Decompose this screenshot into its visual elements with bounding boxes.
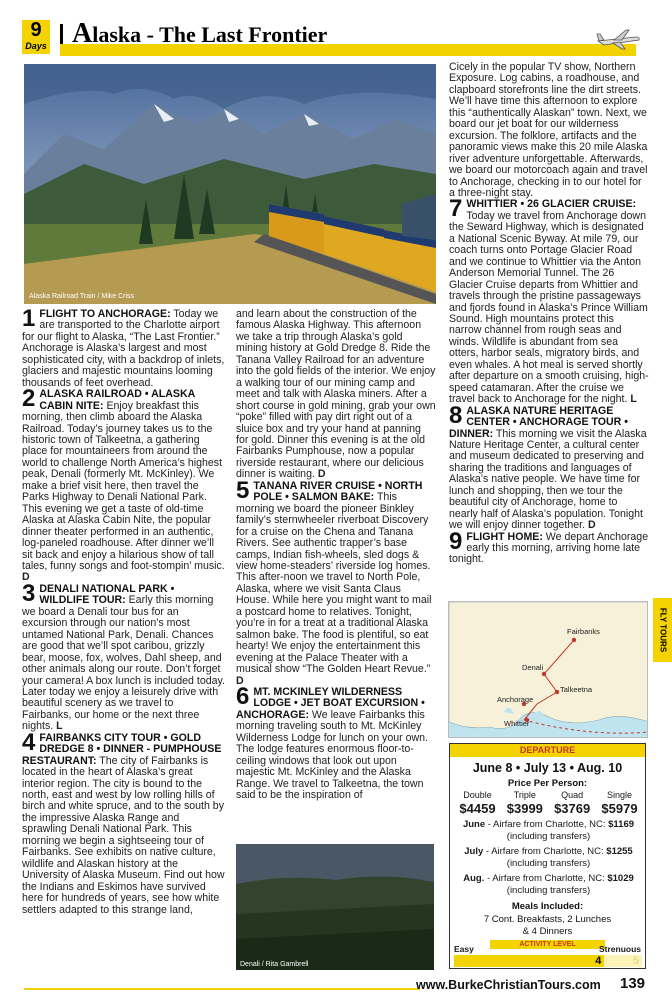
itinerary-column-2 xyxy=(236,309,436,801)
page-number: 139 xyxy=(620,975,646,992)
day-heading: MT. MCKINLEY WILDERNESS LODGE • JET BOAT EXCURSION • ANCHORAGE: xyxy=(236,685,425,721)
day-heading: DENALI NATIONAL PARK • WILDLIFE TOUR: xyxy=(39,582,175,607)
occupancy-double: Double xyxy=(463,790,492,800)
meal-code: D xyxy=(587,519,596,532)
price-double: $4459 xyxy=(459,801,496,816)
map-label-talkeetna: Talkeetna xyxy=(560,685,593,694)
occupancy-single: Single xyxy=(606,790,632,800)
day-heading: WHITTIER • 26 GLACIER CRUISE: xyxy=(466,198,637,211)
day-heading: FLIGHT TO ANCHORAGE: xyxy=(39,308,171,320)
day-text: This morning we board the pioneer Binkley family’s sternwheeler riverboat Discovery for a cruise on the Chena and Tanana Rivers. See authentic trapper’s base camps, Indian fish-wheels, sled dogs & view home-steaders’ riverside log homes. This after-noon we travel to North Pole, Alaska, where we visit Santa Claus House. While here you might want to mail a postcard home to relatives. Tonight, you’re in for a treat at a traditional Alaska salmon bake. The food is plentiful, so eat hearty! We enjoy the entertainment this evening at the Palace Theater with a musical show “The Golden Heart Revue.” xyxy=(236,491,432,676)
price-quad: $3769 xyxy=(554,801,591,816)
day-text: and learn about the construction of the famous Alaska Highway. This afternoon we take a trip through Alaska’s gold mining history at Gold Dredge 8. Ride the Tanana Valley Railroad for an adventure into the gold fields of the interior. We enjoy a walking tour of our mining camp and meet and talk with Alaska miners. After a short course in gold mining, grab your own “poke” filled with pay dirt right out of a sluice box and try your hand at panning for gold. Dinner this evening is at the old Fairbanks Pumphouse, now a popular riverside restaurant, where our delicious dinner is waiting. xyxy=(236,308,436,481)
footer-website: www.BurkeChristianTours.com xyxy=(416,978,601,992)
day-text: The city of Fairbanks is located in the heart of Alaska’s great interior region. The city is bound to the north, east and west by low rolling hills of birch and white spruce, and to the south by the impressive Alaska Range and sprawling Denali National Park. This morning we begin a sightseeing tour of Fairbanks. See exhibits on native culture, wildlife and Alaskan history at the University of Alaska Museum. Find out how the Indians and Eskimos have survived here for hundreds of years, see how white settlers adapted to this strange land, xyxy=(22,754,225,916)
day-number: 5 xyxy=(236,476,250,504)
day-text: We leave Fairbanks this morning traveling south to Mt. McKinley Wilderness Lodge for lunch on your own. The lodge features enormous floor-to-ceiling windows that look out upon majestic Mt. McKinley and the Alaska Range. We travel to Talkeetna, the town said to be the inspiration of xyxy=(236,708,428,802)
side-tab-label: FLY TOURS xyxy=(658,607,667,653)
day-number: 1 xyxy=(22,305,36,332)
activity-easy-label: Easy xyxy=(454,944,474,954)
days-label: Days xyxy=(25,41,47,51)
activity-level-4: 4 xyxy=(567,955,605,967)
days-number: 9 xyxy=(30,19,42,41)
alaska-railroad-photo xyxy=(24,64,436,304)
day-8 xyxy=(449,401,649,532)
page-title-initial: A xyxy=(72,18,93,49)
price-per-person-label: Price Per Person: xyxy=(507,778,588,789)
day-heading: ALASKA NATURE HERITAGE CENTER • ANCHORAGE TOUR • DINNER: xyxy=(449,404,628,440)
activity-level-3: 3 xyxy=(529,955,567,967)
occupancy-quad: Quad xyxy=(561,790,584,800)
map-label-anchorage: Anchorage xyxy=(497,695,534,704)
section-side-tab xyxy=(653,598,672,662)
meal-code: D xyxy=(317,468,326,481)
airfare-june: June - Airfare from Charlotte, NC: $1169 (including transfers) xyxy=(462,819,635,842)
day-3 xyxy=(22,579,225,733)
day-text: Early this morning we board a Denali tour bus for an excursion through our nation’s most untamed National Park, Denali. Chances are good that we’ll spot caribou, grizzly bear, moose, fox, wolves, Dahl sheep, and other animals along our route. Don’t forget your camera! A box lunch is included today. Later today we enjoy a leisurely drive with beautiful scenery as we travel to Fairbanks, our home or the next three nights. xyxy=(22,594,225,733)
meal-code: D xyxy=(236,674,244,687)
activity-level-5: 5 xyxy=(604,955,642,967)
price-row xyxy=(454,801,643,816)
day-number: 8 xyxy=(449,401,463,429)
denali-photo xyxy=(236,844,434,970)
day-number: 9 xyxy=(449,527,463,555)
price-single: $5979 xyxy=(601,801,638,816)
day-text: This morning we visit the Alaska Nature Heritage Center, a cultural center and museum dedicated to preserving and sharing the traditions and languages of Alaska’s native people. We have time for lunch and shopping, then we tour the beautiful city of Anchorage, home to nearly half of Alaska’s population. Tonight we will enjoy dinner together. xyxy=(449,427,647,532)
day-4 xyxy=(22,728,225,916)
departure-dates: June 8 • July 13 • Aug. 10 xyxy=(472,761,623,775)
day-number: 2 xyxy=(22,385,36,413)
activity-level-1: 1 xyxy=(454,955,492,967)
railroad-scene xyxy=(24,64,436,304)
day-7 xyxy=(449,195,649,406)
day-6-continued xyxy=(449,62,649,199)
meal-code: L xyxy=(630,393,637,406)
day-heading: FAIRBANKS CITY TOUR • GOLD DREDGE 8 • DINNER - PUMPHOUSE RESTAURANT: xyxy=(22,731,222,767)
occupancy-triple: Triple xyxy=(513,790,536,800)
activity-level-2: 2 xyxy=(492,955,530,967)
day-6 xyxy=(236,682,436,802)
map-label-fairbanks: Fairbanks xyxy=(567,627,600,636)
activity-level-header: ACTIVITY LEVEL xyxy=(490,940,605,949)
airfare-august: Aug. - Airfare from Charlotte, NC: $1029 (including transfers) xyxy=(463,873,634,896)
day-number: 3 xyxy=(22,579,36,607)
footer-rule xyxy=(24,988,420,990)
meals-line-2: & 4 Dinners xyxy=(522,926,573,937)
day-heading: ALASKA RAILROAD • ALASKA CABIN NITE: xyxy=(39,388,195,412)
day-text: Cicely in the popular TV show, Northern Exposure. Log cabins, a roadhouse, and clapboard storefronts line the dirt streets. We’ll have time this afternoon to explore this “authentically Alaskan” town. Next, we board our jet boat for our wilderness excursion. The folklore, artifacts and the panoramic views make this 20 mile Alaska river adventure unforgettable. Afterwards, we board our motorcoach again and travel to Anchorage, checking in to our hotel for a three-night stay. xyxy=(449,61,648,199)
main-photo-caption: Alaska Railroad Train / Mike Criss xyxy=(29,293,135,300)
page-title-rest: laska - The Last Frontier xyxy=(92,22,328,47)
departure-info-box xyxy=(449,743,646,969)
airplane-icon xyxy=(596,26,640,52)
day-text: We depart Anchorage early this morning, arriving home late tonight. xyxy=(449,530,649,566)
page-title xyxy=(72,18,327,50)
meals-heading: Meals Included: xyxy=(511,901,584,912)
route-map xyxy=(448,601,648,738)
itinerary-column-1 xyxy=(22,305,225,916)
day-number: 6 xyxy=(236,682,250,710)
denali-scene xyxy=(236,844,434,970)
day-2 xyxy=(22,385,225,584)
day-9 xyxy=(449,527,649,566)
departure-header: DEPARTURE xyxy=(450,744,645,757)
day-1 xyxy=(22,305,225,389)
days-badge xyxy=(22,20,50,54)
price-triple: $3999 xyxy=(506,801,543,816)
airfare-july: July - Airfare from Charlotte, NC: $1255 (including transfers) xyxy=(464,846,633,869)
day-text: Today we travel from Anchorage down the Seward Highway, which is designated a National Scenic Byway. At mile 79, our coach turns onto Portage Glacier Road and we continue to Whittier via the Anton Anderson Memorial Tunnel. The 26 Glacier Cruise departs from Whittier and travels through the pristine passageways and fjords found in Alaska’s Prince William Sound. High mountains protect this narrow channel from rough seas and winds. Wildlife is abundant from sea otters, harbor seals, migratory birds, and even whales. A hot meal is served shortly after departure on a smooth cruising, high-speed catamaran. After the cruise we travel back to Anchorage for the night. xyxy=(449,209,649,406)
day-text: Today we are transported to the Charlotte airport for our flight to Alaska, “The Last Frontier.” Anchorage is Alaska’s largest and most sophisticated city, with a backdrop of inlets, glaciers and majestic mountains looming thousands of feet overhead. xyxy=(22,308,225,389)
small-photo-caption: Denali / Rita Gambrell xyxy=(240,961,309,968)
meal-code: L xyxy=(56,720,63,733)
activity-level-scale xyxy=(454,955,642,967)
day-4-continued xyxy=(236,309,436,481)
meal-code: D xyxy=(22,571,30,584)
activity-strenuous-label: Strenuous xyxy=(598,944,641,954)
itinerary-column-3 xyxy=(449,62,649,566)
meals-line-1: 7 Cont. Breakfasts, 2 Lunches xyxy=(483,914,612,925)
day-5 xyxy=(236,476,436,687)
day-heading: FLIGHT HOME: xyxy=(466,530,543,543)
map-label-denali: Denali xyxy=(522,663,544,672)
occupancy-row xyxy=(454,790,643,800)
day-number: 7 xyxy=(449,195,463,223)
day-number: 4 xyxy=(22,728,36,756)
alaska-map xyxy=(449,602,648,738)
day-heading: TANANA RIVER CRUISE • NORTH POLE • SALMON BAKE: xyxy=(253,479,423,504)
day-text: Enjoy breakfast this morning, then climb aboard the Alaska Railroad. Today’s journey takes us to the historic town of Talkeetna, a gathering place for mountaineers from around the world to challenge North America’s highest peak, Denali (formerly Mt. McKinley). We make a brief visit here, then travel the Parks Highway to Denali National Park. This evening we get a taste of old-time Alaska at Alaska Cabin Nite, the popular dinner theater performed in an authentic, log-paneled roadhouse. After dinner we’ll sit back and enjoy a hilarious show of tall tales, funny songs and foot-stompin’ music. xyxy=(22,399,225,572)
map-label-whittier: Whittier xyxy=(504,719,530,728)
